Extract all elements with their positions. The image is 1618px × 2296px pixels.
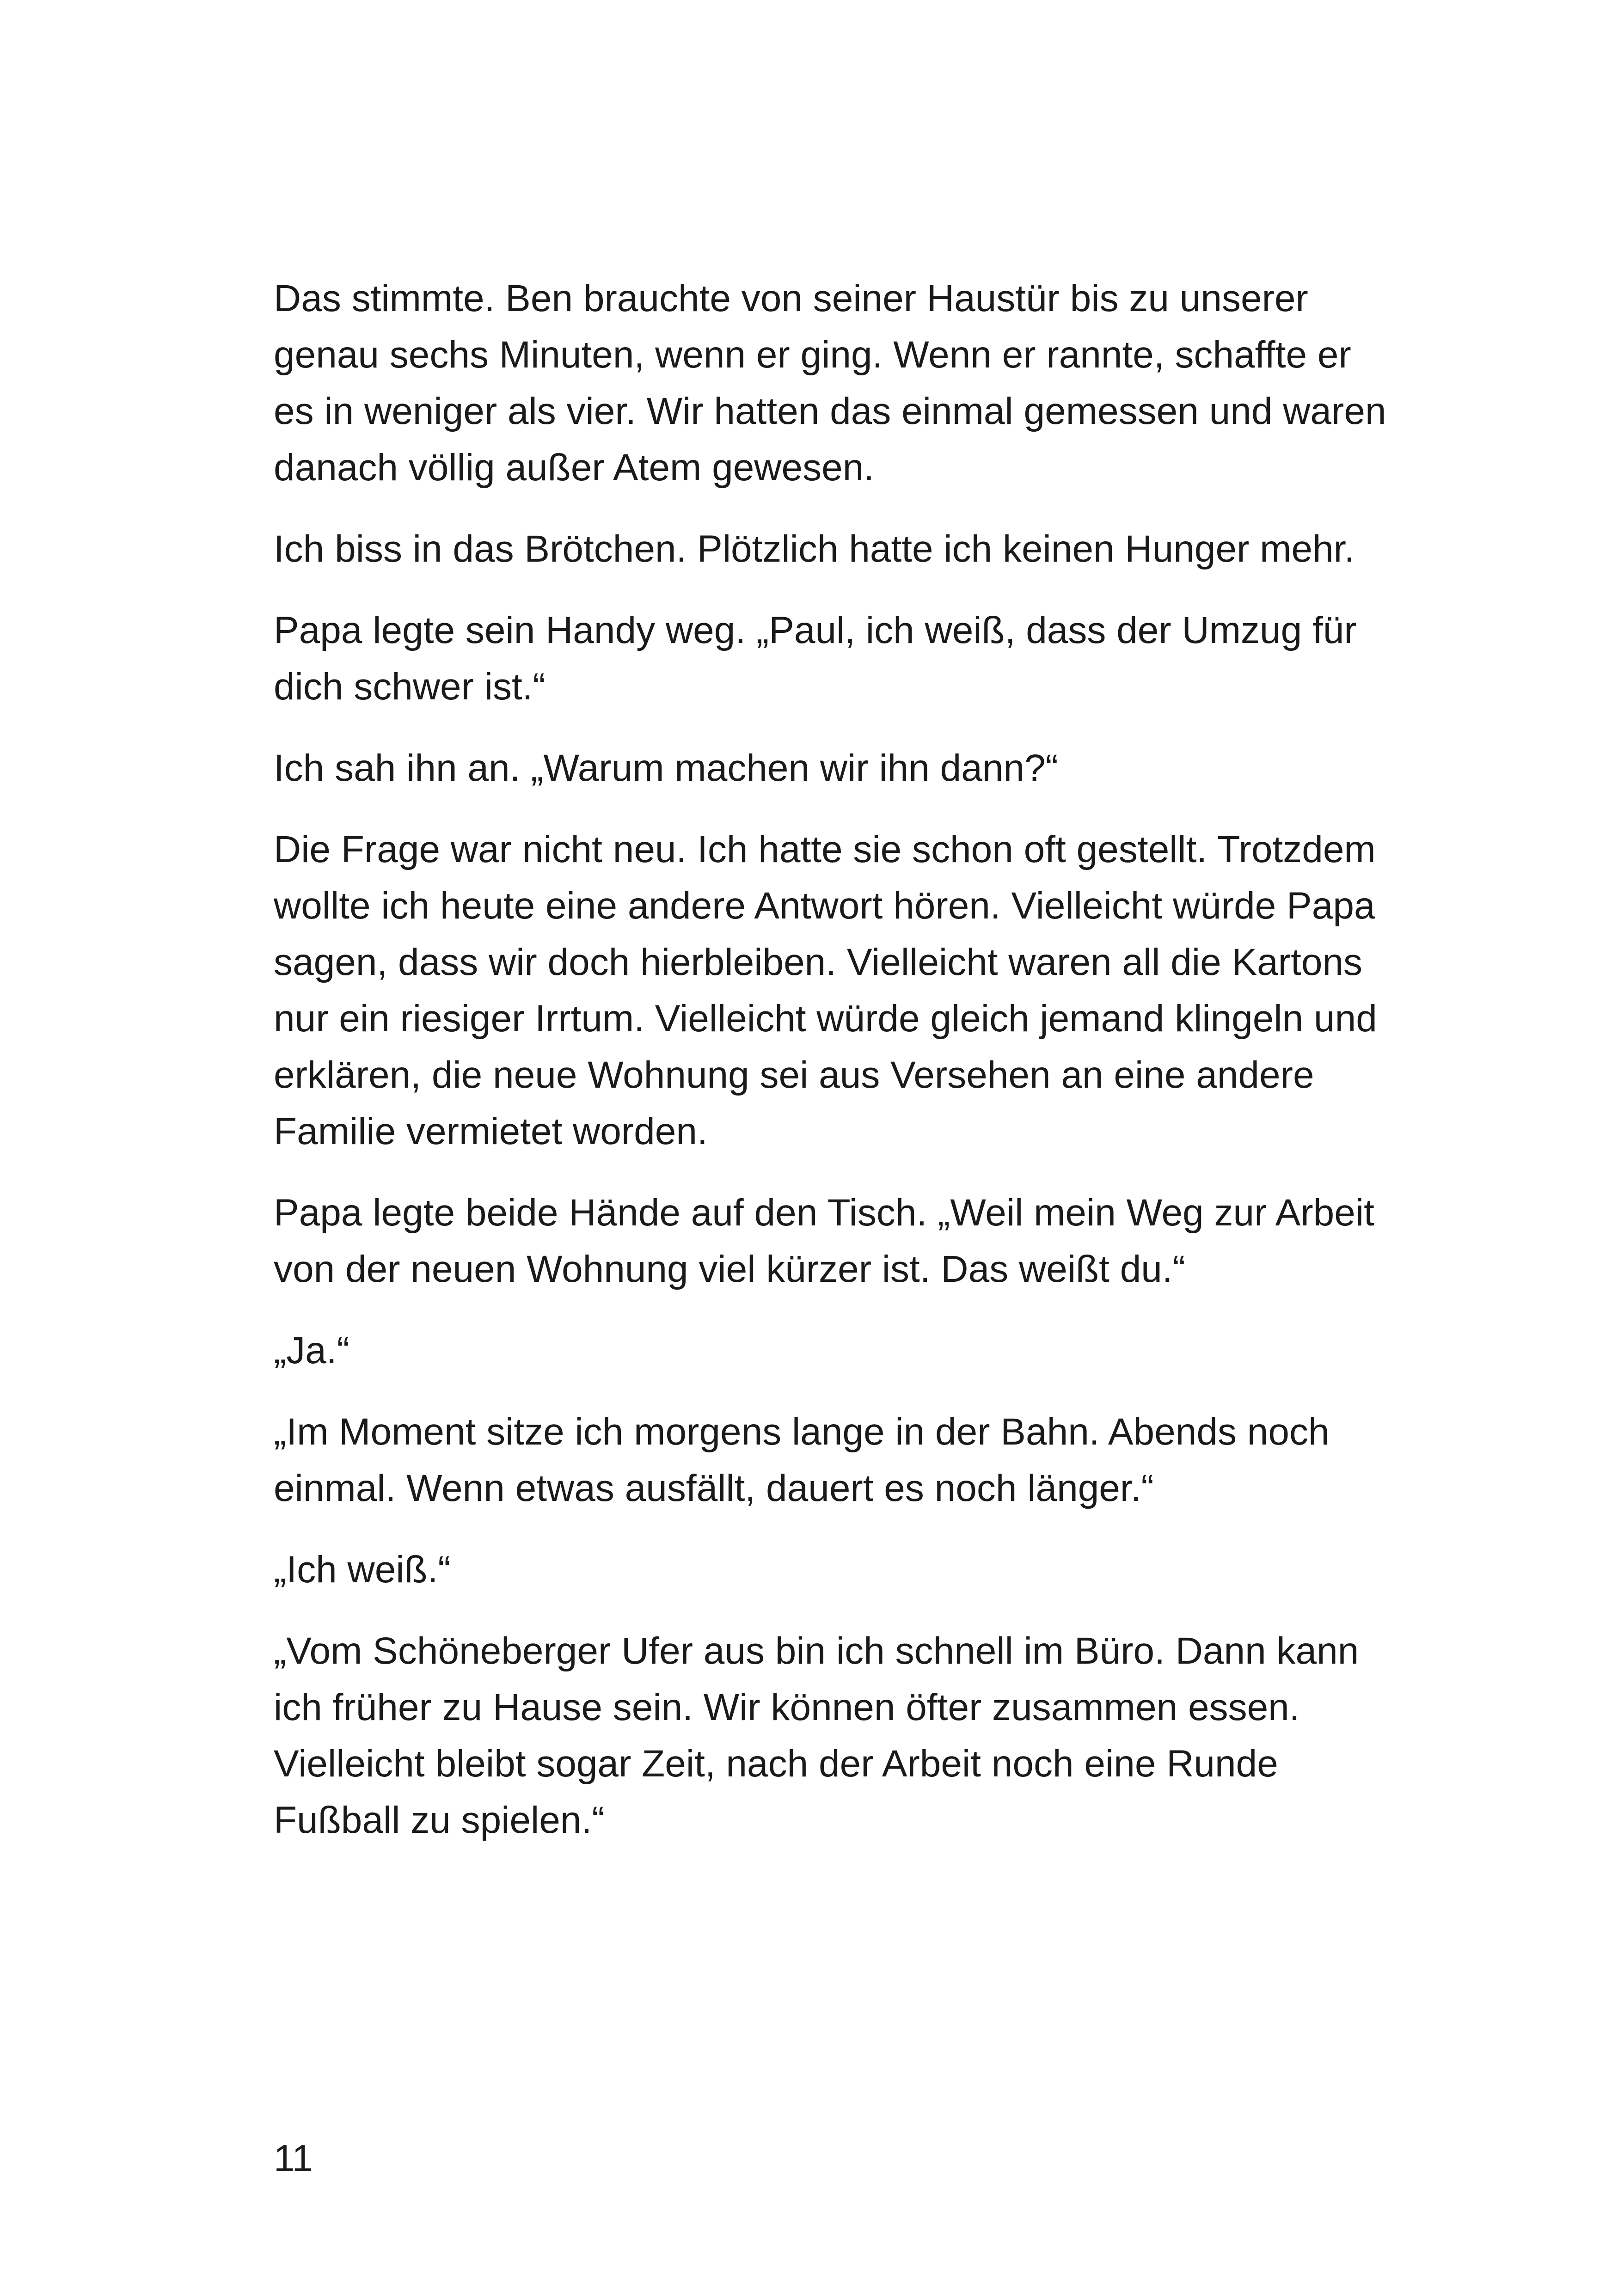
paragraph: „Vom Schöneberger Ufer aus bin ich schnell im Büro. Dann kann ich früher zu Hause sein. Wir können öfter zusammen essen. Vielleicht bleibt sogar Zeit, nach der Arbeit noch eine Runde Fußball zu spielen.“ [274, 1630, 1359, 1841]
paragraph: Papa legte sein Handy weg. „Paul, ich weiß, dass der Umzug für dich schwer ist.“ [274, 609, 1357, 708]
paragraph: Ich biss in das Brötchen. Plötzlich hatte ich keinen Hunger mehr. [274, 528, 1355, 570]
page-number: 11 [274, 2137, 313, 2180]
paragraph: „Im Moment sitze ich morgens lange in der Bahn. Abends noch einmal. Wenn etwas ausfällt, dauert es noch länger.“ [274, 1411, 1330, 1509]
paragraph: „Ich weiß.“ [274, 1549, 451, 1591]
paragraph: Die Frage war nicht neu. Ich hatte sie schon oft gestellt. Trotzdem wollte ich heute eine andere Antwort hören. Vielleicht würde Papa sagen, dass wir doch hierbleiben. Vielleicht waren all die Kartons nur ein riesiger Irrtum. Vielleicht würde gleich jemand klingeln und erklären, die neue Wohnung sei aus Versehen an eine andere Familie vermietet worden. [274, 828, 1377, 1152]
paragraph: Papa legte beide Hände auf den Tisch. „Weil mein Weg zur Arbeit von der neuen Wohnung viel kürzer ist. Das weißt du.“ [274, 1192, 1374, 1290]
body-text [274, 270, 1392, 1874]
paragraph: Ich sah ihn an. „Warum machen wir ihn dann?“ [274, 747, 1058, 789]
paragraph: Das stimmte. Ben brauchte von seiner Haustür bis zu unserer genau sechs Minuten, wenn er ging. Wenn er rannte, schaffte er es in weniger als vier. Wir hatten das einmal gemessen und waren danach völlig außer Atem gewesen. [274, 277, 1386, 489]
paragraph: „Ja.“ [274, 1329, 349, 1371]
